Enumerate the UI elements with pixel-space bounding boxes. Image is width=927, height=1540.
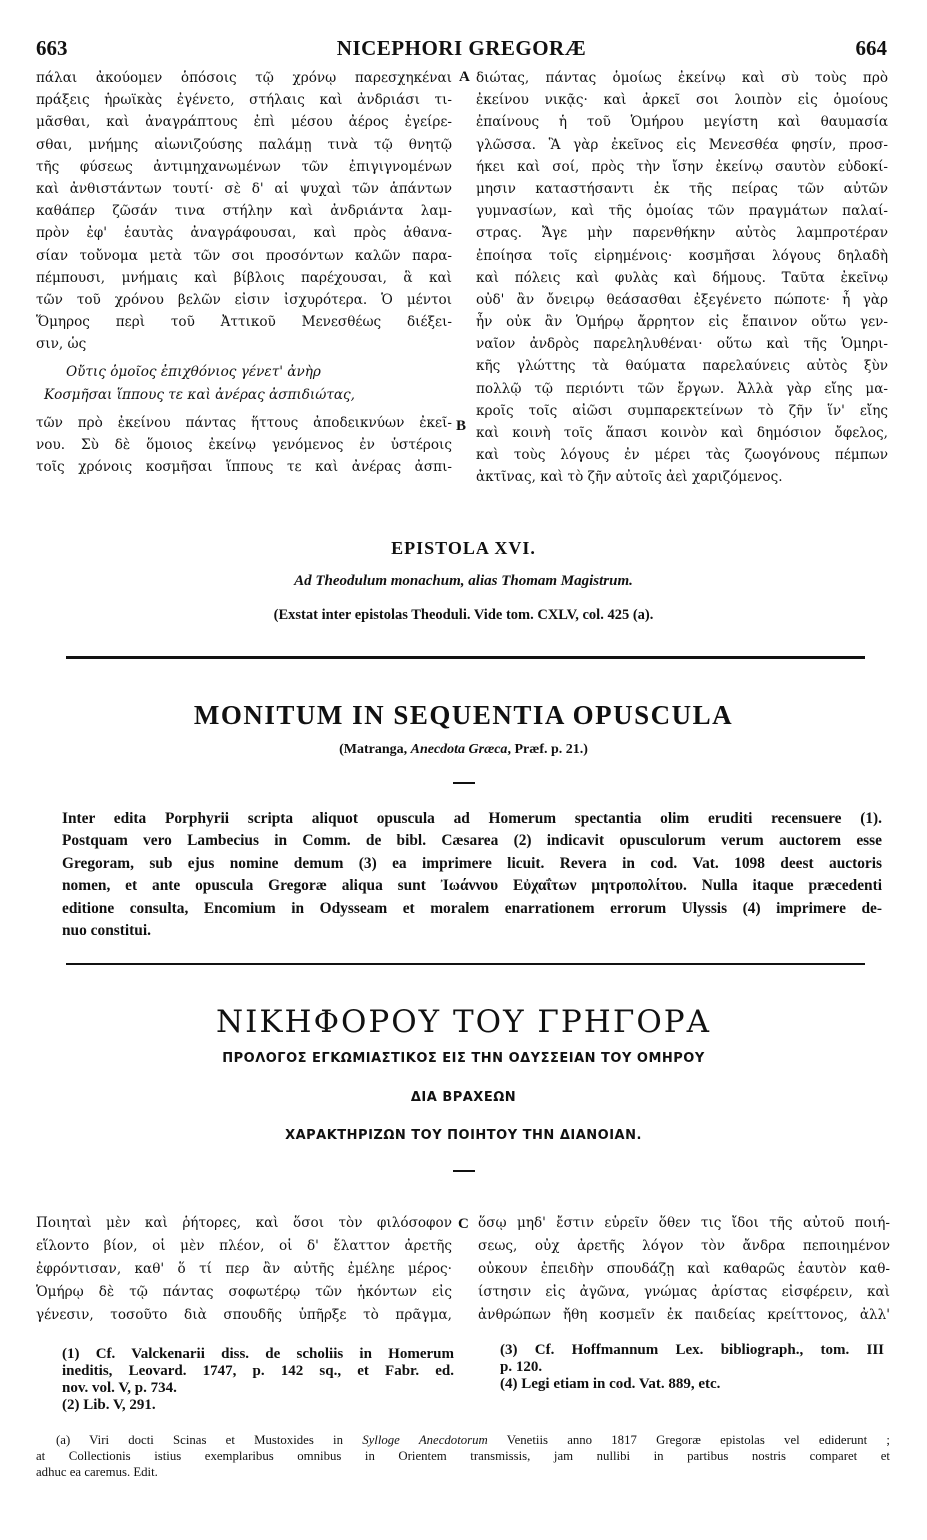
text-line: γένεσιν, τοσοῦτο διὰ σπουδῆς ὑπῆρξε τὸ πρᾶγμα, (36, 1307, 452, 1323)
epistola-addressee: Ad Theodulum monachum, alias Thomam Magistrum. (294, 573, 633, 589)
text-line: ἀκτῖνας, καὶ τὸ ζῆν αὐτοῖς ἀεὶ χαριζόμενος. (476, 469, 783, 486)
text-line: εἵλοντο βίον, οἱ μὲν πλέον, οἱ δ' ἔλαττον ἀρετῆς (36, 1238, 452, 1254)
text-line: πράξεις ἡρωϊκὰς ἐγένετο, στήλαις καὶ ἀνδριάσι τι- (36, 92, 452, 109)
page-number-right: 664 (855, 36, 887, 60)
text-line: κῆς γλώττης τὰ θαύματα παρελαύνεις αὐτὸς ξὺν (476, 358, 888, 375)
text-line: τοῖς χρόνοις κοσμῆσαι ἵππους τε καὶ ἀνέρας ἀσπι- (36, 459, 452, 476)
text-line: Ὁμήρῳ δὲ τῷ πάντας σοφωτέρῳ τῶν ἡκόντων εἰς (36, 1284, 452, 1300)
text-line: σθαι, μνήμης αἰωνιζούσης παλάμῃ τινὰ τῷ θνητῷ (36, 136, 452, 153)
text-line: γλῶσσα. Ἃ γὰρ ἐκεῖνος εἰς Μενεσθέα φησίν, προσ- (476, 136, 888, 153)
footnote-line: (4) Legi etiam in cod. Vat. 889, etc. (500, 1376, 721, 1392)
epistola-heading: EPISTOLA XVI. (391, 538, 536, 558)
text-line: ἐκείνου νικᾷς· καὶ ἀρκεῖ σοι λοιπὸν εἰς ὁμοίους (476, 92, 888, 109)
footnote-line: p. 120. (500, 1359, 543, 1375)
text-line: διώτας, πάντας ὁμοίως ἐκείνῳ καὶ σὺ τοὺς πρὸ (476, 70, 888, 86)
text-line: editione consulta, Encomium in Odysseam et moralem enarrationem errorum Ulyssis (4) imprimere de- (62, 899, 882, 917)
running-title: NICEPHORI GREGORÆ (336, 36, 587, 60)
lower-left-column (36, 1212, 452, 1327)
section-rule (66, 963, 865, 965)
footnote-line: (2) Lib. V, 291. (62, 1397, 156, 1413)
text-line: καὶ κοινὴ τοῖς ἅπασι κοινὸν καὶ δημόσιον ὄφελος, (476, 425, 888, 441)
monitum-source-title: Anecdota Græca (410, 742, 508, 757)
greek-subtitle: ΧΑΡΑΚΤΗΡΙΖΩΝ ΤΟΥ ΠΟΙΗΤΟΥ ΤΗΝ ΔΙΑΝΟΙΑΝ. (285, 1128, 642, 1143)
monitum-source-open: (Matranga, (339, 742, 411, 757)
text-line: στρας. Ἄγε μὴν παρενθήκην αὐτὸς λαμπροτέραν (476, 225, 888, 242)
margin-marker-b: B (456, 418, 467, 434)
text-line: μησιν καταστήσαντι ἐκ τῆς πείρας τῶν αὐτῶν (476, 180, 888, 197)
footnote-line (36, 1432, 890, 1448)
text-line: πρὸν ἐφ' ἑαυτὰς ἀναγράφουσαι, καὶ πρὸς ἀθανα- (36, 225, 452, 242)
running-head (36, 36, 887, 64)
short-rule (453, 782, 475, 784)
footnote-a-prefix: (a) Viri docti Scinas et Mustoxides in (56, 1433, 363, 1447)
text-line: ὅσῳ μηδ' ἔστιν εὑρεῖν ὅθεν τις ἴδοι τῆς αὐτοῦ ποιή- (478, 1215, 890, 1231)
text-line: ἐποίησα τοῖς εἰρημένοις· κοσμῆσαι λόγους δηλαδὴ (476, 247, 888, 264)
text-line: Postquam vero Lambecius in Comm. de bibl. Cæsarea (2) indicavit opusculorum verum auctorem esse (62, 832, 882, 850)
footnote-a (36, 1432, 890, 1480)
text-line: ίστησιν εἰς ἀγῶνα, γνώμας ἀρίστας εἰσφέρειν, καὶ (478, 1284, 890, 1300)
text-line: πολλῷ τῷ περιόντι τῶν ἔργων. Ἀλλὰ γὰρ εἴης μα- (476, 380, 888, 397)
text-line: Inter edita Porphyrii scripta aliquot opuscula ad Homerum spectantia olim eruditi recensuere (1). (62, 810, 882, 827)
short-rule (453, 1170, 475, 1172)
text-line: nuo constitui. (62, 921, 151, 939)
monitum-source (0, 742, 927, 758)
footnote-line: (3) Cf. Hoffmannum Lex. bibliograph., tom. III (500, 1342, 884, 1358)
footnote-line: nov. vol. V, p. 734. (62, 1380, 177, 1396)
lower-right-column (478, 1212, 890, 1327)
text-line: τῆς φύσεως ἀντιμηχανωμένων τῶν ἐπιγιγνομένων (36, 158, 452, 175)
epistola-note: (Exstat inter epistolas Theoduli. Vide tom. CXLV, col. 425 (a). (273, 607, 654, 623)
text-line: νου. Σὺ δὲ ὅμοιος ἐκείνῳ γενόμενος ἐν ὑστέροις (36, 437, 452, 453)
text-line: καὶ πόλεις καὶ φυλὰς καὶ δήμους. Ταῦτα ἐκεῖνῳ (476, 269, 888, 286)
text-line: σίαν τοὔνομα μετὰ τῶν σοι προσόντων καλῶν παρα- (36, 247, 452, 264)
text-line: Ποιηταὶ μὲν καὶ ῥήτορες, καὶ ὅσοι τὸν φιλόσοφον (36, 1215, 452, 1231)
text-line: μᾶσθαι, καὶ ἀναγράπτους ἐπὶ μέσου ἀέρος ἐγείρε- (36, 114, 452, 131)
text-line: καὶ ἀνθιστάντων τουτί· σὲ δ' αἱ ψυχαὶ τῶν ἁπάντων (36, 180, 452, 197)
text-line: ἀνθρώπων ἤθη κοσμεῖν ἐκ παιδείας κρείττονος, ἀλλ' (478, 1307, 890, 1323)
greek-title: ΝΙΚΗΦΟΡΟΥ ΤΟΥ ΓΡΗΓΟΡΑ (216, 1004, 711, 1040)
text-line: πέμπουσι, μνήμαις καὶ βίβλοις παρέχουσαι, ἃ καὶ (36, 269, 452, 286)
footnote-line: at Collectionis istius exemplaribus omnibus in Orientem transmissis, jam nullibi in partibus nostris comparet et (36, 1449, 890, 1463)
greek-subtitle: ΔΙΑ ΒΡΑΧΕΩΝ (410, 1090, 517, 1105)
footnote-line: ineditis, Leovard. 1747, p. 142 sq., et Fabr. ed. (62, 1363, 454, 1379)
footnotes-right (500, 1342, 884, 1393)
footnote-a-rest: Venetiis anno 1817 Gregoræ epistolas vel ediderunt ; (487, 1433, 890, 1447)
monitum-body (62, 808, 882, 942)
footnotes-left (62, 1346, 454, 1414)
text-line: τῶν πρὸ ἐκείνου πάντας ἥττους ἀποδεικνύων ἐκεῖ- (36, 414, 452, 431)
text-line: ἐφρόντισαν, καθ' ὅ τί περ ἂν αὐτῆς ἐμέληε μέρος· (36, 1261, 452, 1277)
text-line: οὐκουν ἐπειδὴν σπουδάζῃ καὶ καθαρῶς ἑαυτὸν καθ- (478, 1261, 890, 1277)
text-line: nomen, et ante opuscula Gregoræ aliqua sunt Ἰωάννου Εὐχαΐτων μητροπολίτου. Nulla itaque præcedenti (62, 877, 882, 895)
text-line: ναῖον ἀνδρὸς παρεληλυθέναι· οὕτω καὶ τῆς Ὁμηρι- (476, 336, 888, 353)
text-line: καθάπερ ζῶσάν τινα στήλην καὶ ἀνδριάντα λαμ- (36, 203, 452, 220)
text-line: ήκει καὶ σοί, πρὸς τὴν ἴσην ἐκείνῳ σαυτὸν εὐδοκί- (476, 158, 888, 175)
verse-line: Κοσμῆσαι ἵππους τε καὶ ἀνέρας ἀσπιδιώτας, (44, 386, 355, 403)
greek-subtitle: ΠΡΟΛΟΓΟΣ ΕΓΚΩΜΙΑΣΤΙΚΟΣ ΕΙΣ ΤΗΝ ΟΔΥΣΣΕΙΑΝ ΤΟΥ ΟΜΗΡΟΥ (222, 1051, 705, 1066)
margin-marker-c: C (458, 1216, 469, 1232)
text-line: οὐδ' ἂν ὄνειρῳ θεάσασθαι ἐξεγένετο πώποτε· ἦ γὰρ (476, 291, 888, 308)
monitum-source-rest: , Præf. p. 21.) (507, 742, 588, 757)
upper-left-column (36, 67, 452, 478)
text-line: Ὅμηρος περὶ τοῦ Ἀττικοῦ Μενεσθέως διέξει- (36, 314, 452, 331)
page-number-left: 663 (36, 36, 68, 60)
text-line: σιν, ὡς (36, 336, 87, 353)
text-line: σεως, οὐχ ἀρετῆς λόγον τὸν ἄνδρα πεποιημένον (478, 1238, 890, 1254)
text-line: κροῖς τοῖς αἰῶσι συμπαρεκτείνων τὸ ζῆν ἵν' εἴης (476, 402, 888, 419)
margin-marker-a: A (459, 69, 470, 85)
footnote-line: adhuc ea caremus. Edit. (36, 1465, 158, 1479)
text-line: Gregoram, sub ejus nomine demum (3) ea imprimere licuit. Revera in cod. Vat. 1098 deest auctoris (62, 854, 882, 872)
footnote-a-title: Sylloge Anecdotorum (362, 1433, 488, 1447)
text-line: τῶν τοῦ χρόνου βελῶν εἰσιν ἰσχυρότερα. Ὁ μέντοι (36, 291, 452, 308)
text-line: ἐπαίνους ἡ τοῦ Ὁμήρου μεγίστη καὶ θαυμασία (476, 114, 888, 131)
text-line: καὶ τοὺς λόγους ἐν μέρει τὰς ζωογόνους πέμπων (476, 447, 888, 464)
footnote-line: (1) Cf. Valckenarii diss. de scholiis in Homerum (62, 1346, 454, 1362)
text-line: πάλαι ἀκούομεν ὁπόσοις τῷ χρόνῳ παρεσχηκέναι (36, 70, 452, 86)
upper-right-column (476, 67, 888, 489)
text-line: ἦν οὐκ ἂν Ὁμήρῳ ἄρρητον εἰς ἔπαινον οὕτω γεν- (476, 314, 888, 331)
verse-line: Οὔτις ὁμοῖος ἐπιχθόνιος γένετ' ἀνὴρ (66, 364, 321, 381)
monitum-heading: MONITUM IN SEQUENTIA OPUSCULA (193, 700, 734, 730)
section-rule (66, 656, 865, 659)
text-line: γυμνασίων, καὶ τῆς ὁμοίας τῶν πραγμάτων παλαί- (476, 203, 888, 220)
